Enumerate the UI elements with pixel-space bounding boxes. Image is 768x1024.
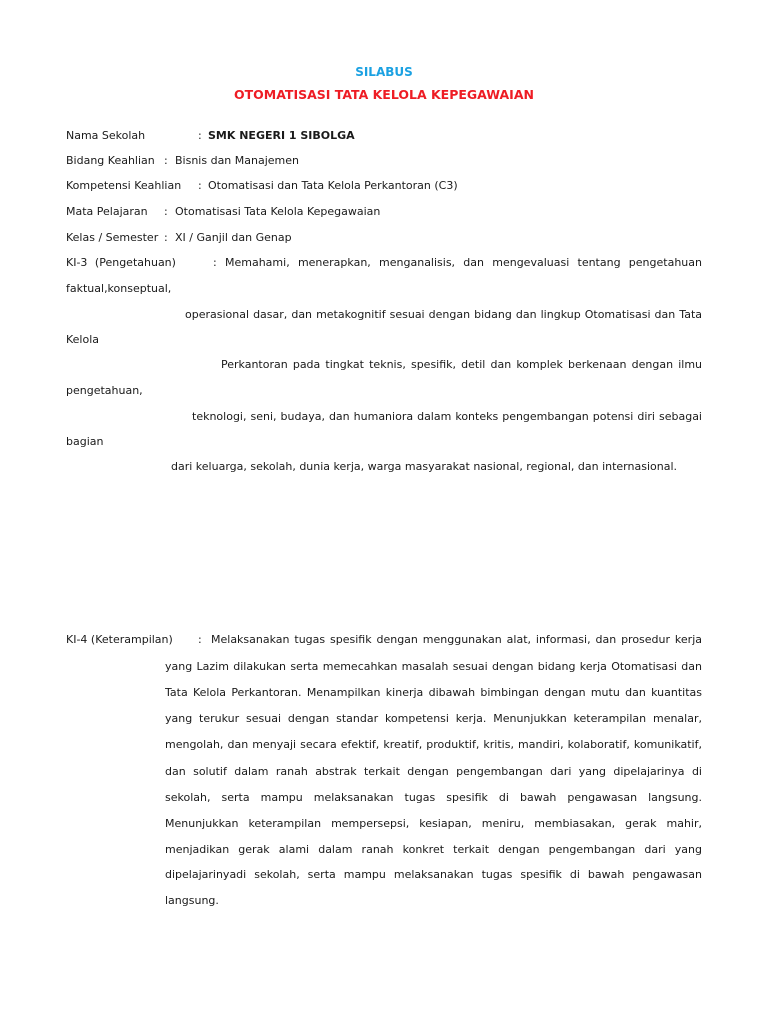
identity-sep-subject: : [164, 205, 168, 218]
ki4-line: Tata Kelola Perkantoran. Menampilkan kinerja dibawah bimbingan dengan mutu dan kuantitas [165, 686, 702, 699]
identity-sep-field: : [164, 154, 168, 167]
document-subtitle: OTOMATISASI TATA KELOLA KEPEGAWAIAN [234, 87, 534, 102]
ki4-line: mengolah, dan menyaji secara efektif, kreatif, produktif, kritis, mandiri, kolaboratif, komunikatif, [165, 738, 702, 751]
ki4-line: menjadikan gerak alami dalam ranah konkret terkait dengan pengembangan dari yang [165, 843, 702, 856]
identity-label-field: Bidang Keahlian [66, 154, 155, 167]
identity-sep-competency: : [198, 179, 202, 192]
document-title: SILABUS [355, 65, 413, 79]
ki4-sep: : [198, 633, 202, 646]
ki4-line: dan solutif dalam ranah abstrak terkait dengan pengembangan dari yang dipelajarinya di [165, 765, 702, 778]
ki3-line: faktual,konseptual, [66, 282, 172, 295]
ki4-line: Melaksanakan tugas spesifik dengan menggunakan alat, informasi, dan prosedur kerja [211, 633, 702, 646]
identity-value-subject: Otomatisasi Tata Kelola Kepegawaian [175, 205, 381, 218]
ki3-line: teknologi, seni, budaya, dan humaniora dalam konteks pengembangan potensi diri sebagai [192, 410, 702, 423]
identity-value-class: XI / Ganjil dan Genap [175, 231, 292, 244]
identity-label-class: Kelas / Semester [66, 231, 159, 244]
ki3-line: Kelola [66, 333, 100, 346]
ki4-line: yang Lazim dilakukan serta memecahkan masalah sesuai dengan bidang kerja Otomatisasi dan [165, 660, 702, 673]
ki3-label: KI-3 (Pengetahuan) [66, 256, 176, 269]
ki4-line: dipelajarinyadi sekolah, serta mampu melaksanakan tugas spesifik di bawah pengawasan [165, 868, 702, 881]
identity-sep-school: : [198, 129, 202, 142]
identity-label-school: Nama Sekolah [66, 129, 146, 142]
ki3-line: pengetahuan, [66, 384, 143, 397]
identity-value-competency: Otomatisasi dan Tata Kelola Perkantoran (C3) [208, 179, 458, 192]
ki3-line: Memahami, menerapkan, menganalisis, dan mengevaluasi tentang pengetahuan [225, 256, 702, 269]
ki3-line: operasional dasar, dan metakognitif sesuai dengan bidang dan lingkup Otomatisasi dan Tata [185, 308, 702, 321]
ki4-line: langsung. [165, 894, 219, 907]
identity-value-school: SMK NEGERI 1 SIBOLGA [208, 129, 355, 142]
identity-sep-class: : [164, 231, 168, 244]
ki4-line: sekolah, serta mampu melaksanakan tugas spesifik di bawah pengawasan langsung. [165, 791, 702, 804]
ki3-line: dari keluarga, sekolah, dunia kerja, warga masyarakat nasional, regional, dan internasional. [171, 460, 678, 473]
ki4-line: Menunjukkan keterampilan mempersepsi, kesiapan, meniru, membiasakan, gerak mahir, [165, 817, 702, 830]
ki3-sep: : [213, 256, 217, 269]
identity-label-subject: Mata Pelajaran [66, 205, 148, 218]
ki3-line: Perkantoran pada tingkat teknis, spesifik, detil dan komplek berkenaan dengan ilmu [221, 358, 702, 371]
identity-label-competency: Kompetensi Keahlian [66, 179, 182, 192]
identity-value-field: Bisnis dan Manajemen [175, 154, 300, 167]
ki3-line: bagian [66, 435, 104, 448]
ki4-label: KI-4 (Keterampilan) [66, 633, 173, 646]
ki4-line: yang terukur sesuai dengan standar kompetensi kerja. Menunjukkan keterampilan menalar, [165, 712, 702, 725]
